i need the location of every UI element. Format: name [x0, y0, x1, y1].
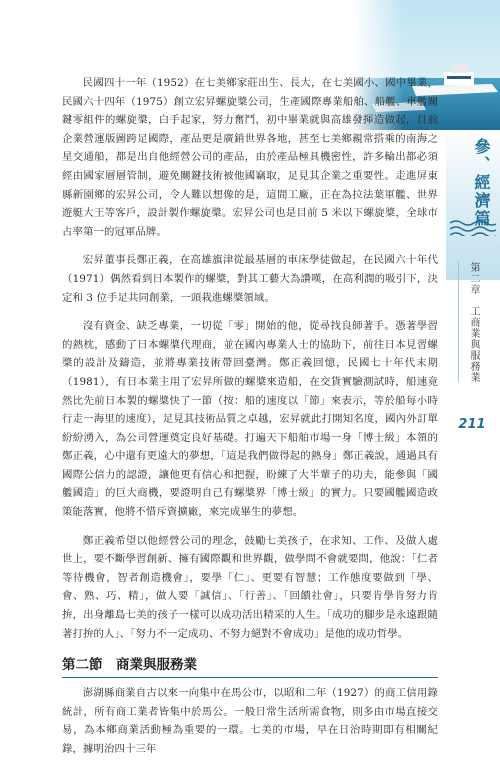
body-text — [62, 74, 438, 769]
page-number: 211 — [458, 417, 486, 432]
wave-ornament-icon — [450, 218, 496, 236]
section-paragraph: 澎湖縣商業自古以來一向集中在馬公市，以昭和二年（1927）的商工信用錄統計，所有商工業者皆集中於馬公。一般日常生活所需食物，則多由市場直接交易，為本鄉商業活動極為重要的一環。七美的市場，早在日治時期即有相關紀錄，據明治四十三年 — [62, 687, 438, 755]
section-heading: 第二節 商業與服務業 — [62, 653, 438, 678]
paragraph-1: 民國四十一年（1952）在七美鄉家莊出生、長大，在七美國小、國中畢業，民國六十四年（1975）創立宏昇螺旋槳公司，生產國際專業船舶、船艦、車艦關鍵零組件的螺旋槳，白手起家，努力奮鬥，初中畢業就與高雄發揮造做起，目前企業營運版圖跨足國際，產品更是廣銷世界各地，甚至七美鄉親常搭乘的南海之星交通船，都是出自他經營公司的產品，由於產品極具機密性，許多輪出都必須經由國家層層管制，避免關鍵技術被他國竊取，足見其企業之重要性。走進屏東縣新園鄉的宏昇公司，令人難以想像的是，這間工廠，正在為拉法葉軍艦、世界遊艇大王等客戶，設計製作螺旋槳。宏昇公司也是目前 5 米以下螺旋槳，全球市占率第一的冠軍品牌。 — [62, 77, 438, 238]
side-divider — [458, 262, 459, 382]
paragraph-3: 沒有資金、缺乏專業，一切從「零」開始的他，從尋找良師著手。憑著學習的熱枕，感動了日本螺槳代理商，並在國內專業人士的協助下，前往日本見習螺槳的設計及鑄造，並將專業技術帶回臺灣。鄭正義回憶，民國七十年代末期（1981），有日本業主用了宏昇所做的螺槳來造船，在交貨實驗測試時，船速竟然比先前日本製的螺槳快了一節（按：船的速度以「節」來表示，等於船每小時行走一海里的速度），足見其技術品質之卓越，宏昇就此打開知名度，國內外訂單紛紛湧入，為公司營運奠定良好基礎。打遍天下船舶市場一身「博士級」本領的鄭正義，心中還有更遠大的夢想，「這是我們做得起的熱身」鄭正義說，通過具有國際公信力的認證，讓他更有信心和把握，盼練了大半輩子的功夫，能參與「國艦國造」的巨大商機，要證明自己有螺槳界「博士級」的實力。只要國艦國造政策能落實，他將不惜斥資擴廠，來完成畢生的夢想。 — [62, 320, 438, 519]
paragraph-4: 鄭正義希望以他經營公司的理念，鼓勵七美孩子，在求知、工作、及做人處世上，要不斷學習創新、擁有國際觀和世界觀，做學問不會就要問，他說：「仁者等待機會，智者創造機會」，要學「仁」、更要有智慧；工作態度要做到「學、會、熟、巧、精」，做人要「誠信」、「行善」、「回饋社會」，只要肯學肯努力肯拚，出身離島七美的孩子一樣可以成功活出精采的人生。「成功的腳步是永遠跟隨著打拚的人」、「努力不一定成功、不努力絕對不會成功」是他的成功哲學。 — [62, 534, 438, 640]
paragraph-2: 宏昇董事長鄭正義，在高雄旗津從最基層的車床學徒做起，在民國六十年代（1971）偶然看到日本製作的螺槳，對其工藝大為讚嘆，在高利潤的吸引下，決定和 3 位手足共同創業，一頭栽進螺槳領域。 — [62, 254, 438, 304]
section-side-title: 參、經濟篇 — [472, 138, 491, 228]
chapter-label: 第二章 工商業與服務業 — [468, 262, 479, 383]
